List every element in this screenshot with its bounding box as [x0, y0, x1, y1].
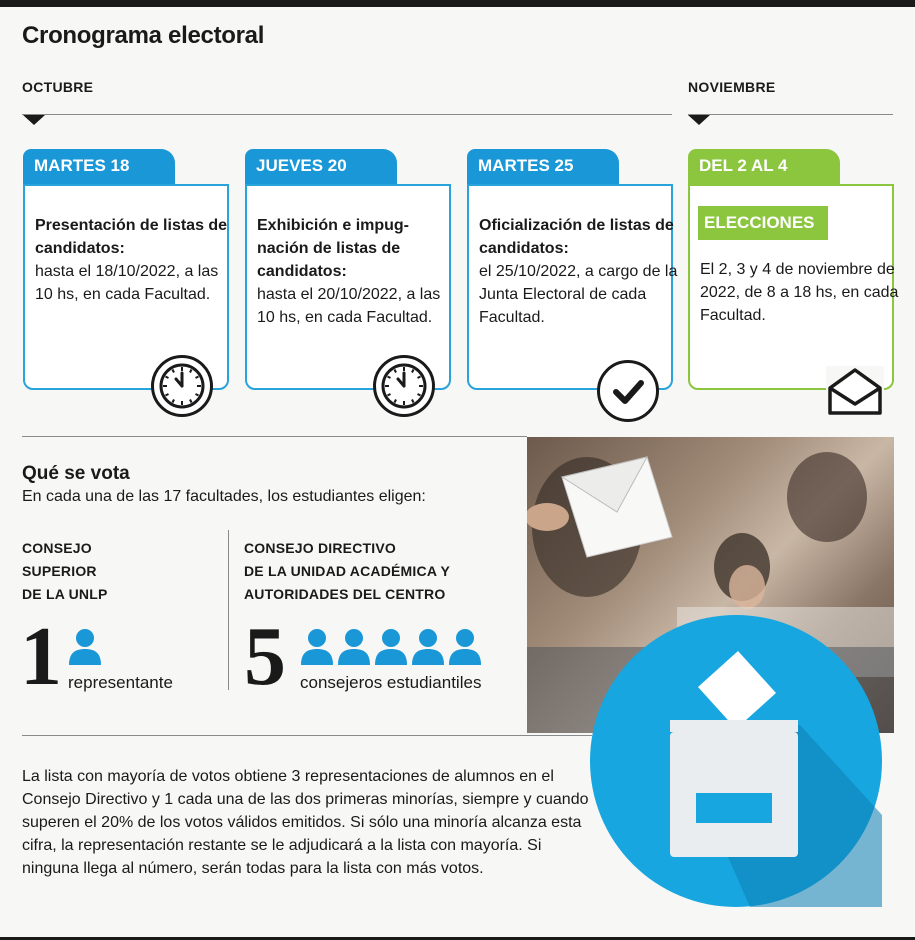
card-2-heading: Exhibición e impug-nación de listas de candidatos:	[257, 217, 410, 280]
section-divider	[22, 436, 527, 437]
timeline-card-3	[467, 184, 678, 390]
ballot-box-circle	[590, 615, 882, 907]
person-icon	[448, 628, 482, 666]
envelope-icon	[826, 366, 884, 418]
representative-label: representante	[68, 673, 173, 692]
card-4-body: El 2, 3 y 4 de noviembre de 2022, de 8 a 18 hs, en cada Facultad.	[700, 261, 899, 324]
timeline-card-4	[688, 184, 899, 390]
consejo-directivo-line2: DE LA UNIDAD ACADÉMICA Y	[244, 563, 450, 579]
card-2-text	[257, 214, 457, 329]
date-tab-martes-18: MARTES 18	[23, 149, 175, 186]
consejo-superior-line3: DE LA UNLP	[22, 586, 108, 602]
date-tab-del-2-al-4: DEL 2 AL 4	[688, 149, 840, 186]
clock-icon	[151, 355, 213, 417]
rules-paragraph: La lista con mayoría de votos obtiene 3 representaciones de alumnos en el Consejo Directivo y 1 cada una de las dos primeras minorías, siempre y cuando superen el 20% de los votos válidos emitidos. Si sólo una minoría alcanza esta cifra, la representación restante se le adjudicará a la lista con mayoría. Si ninguna llega al número, serán todas para la lista con más votos.	[22, 768, 589, 877]
month-label-october: OCTUBRE	[22, 79, 94, 95]
clock-icon	[373, 355, 435, 417]
timeline-line-october	[22, 114, 672, 115]
consejo-superior-heading	[22, 537, 107, 606]
card-3-heading: Oficialización de listas de candidatos:	[479, 217, 674, 257]
top-rule	[0, 0, 915, 7]
consejo-directivo-heading	[244, 537, 450, 606]
councillor-count: 5	[244, 610, 286, 703]
consejo-superior-line2: SUPERIOR	[22, 563, 97, 579]
date-tab-martes-25: MARTES 25	[467, 149, 619, 186]
consejo-superior-line1: CONSEJO	[22, 540, 92, 556]
elections-label: ELECCIONES	[698, 206, 828, 240]
consejo-directivo-line3: AUTORIDADES DEL CENTRO	[244, 586, 446, 602]
person-icon	[68, 628, 102, 666]
person-icon	[337, 628, 371, 666]
person-icon-group-left	[68, 628, 105, 666]
section-divider-bottom	[22, 735, 592, 736]
councillor-label: consejeros estudiantiles	[300, 673, 482, 692]
date-tab-jueves-20: JUEVES 20	[245, 149, 397, 186]
card-2-body: hasta el 20/10/2022, a las 10 hs, en cada Facultad.	[257, 286, 441, 326]
column-divider	[228, 530, 229, 690]
card-3-body: el 25/10/2022, a cargo de la Junta Electoral de cada Facultad.	[479, 263, 678, 326]
vote-section-subtitle: En cada una de las 17 facultades, los estudiantes eligen:	[22, 488, 426, 505]
timeline-arrow-october	[23, 115, 45, 125]
consejo-directivo-line1: CONSEJO DIRECTIVO	[244, 540, 396, 556]
person-icon	[374, 628, 408, 666]
month-label-november: NOVIEMBRE	[688, 79, 776, 95]
vote-section-heading: Qué se vota	[22, 463, 130, 484]
card-3-text	[479, 214, 679, 329]
card-1-heading: Presentación de listas de candidatos:	[35, 217, 228, 257]
person-icon-group-right	[300, 628, 485, 666]
timeline-arrow-november	[688, 115, 710, 125]
person-icon	[300, 628, 334, 666]
card-1-body: hasta el 18/10/2022, a las 10 hs, en cada Facultad.	[35, 263, 219, 303]
checkmark-icon	[597, 360, 659, 422]
timeline-line-november	[688, 114, 893, 115]
person-icon	[411, 628, 445, 666]
page-title: Cronograma electoral	[22, 22, 265, 49]
card-1-text	[35, 214, 235, 306]
representative-count: 1	[20, 610, 62, 703]
